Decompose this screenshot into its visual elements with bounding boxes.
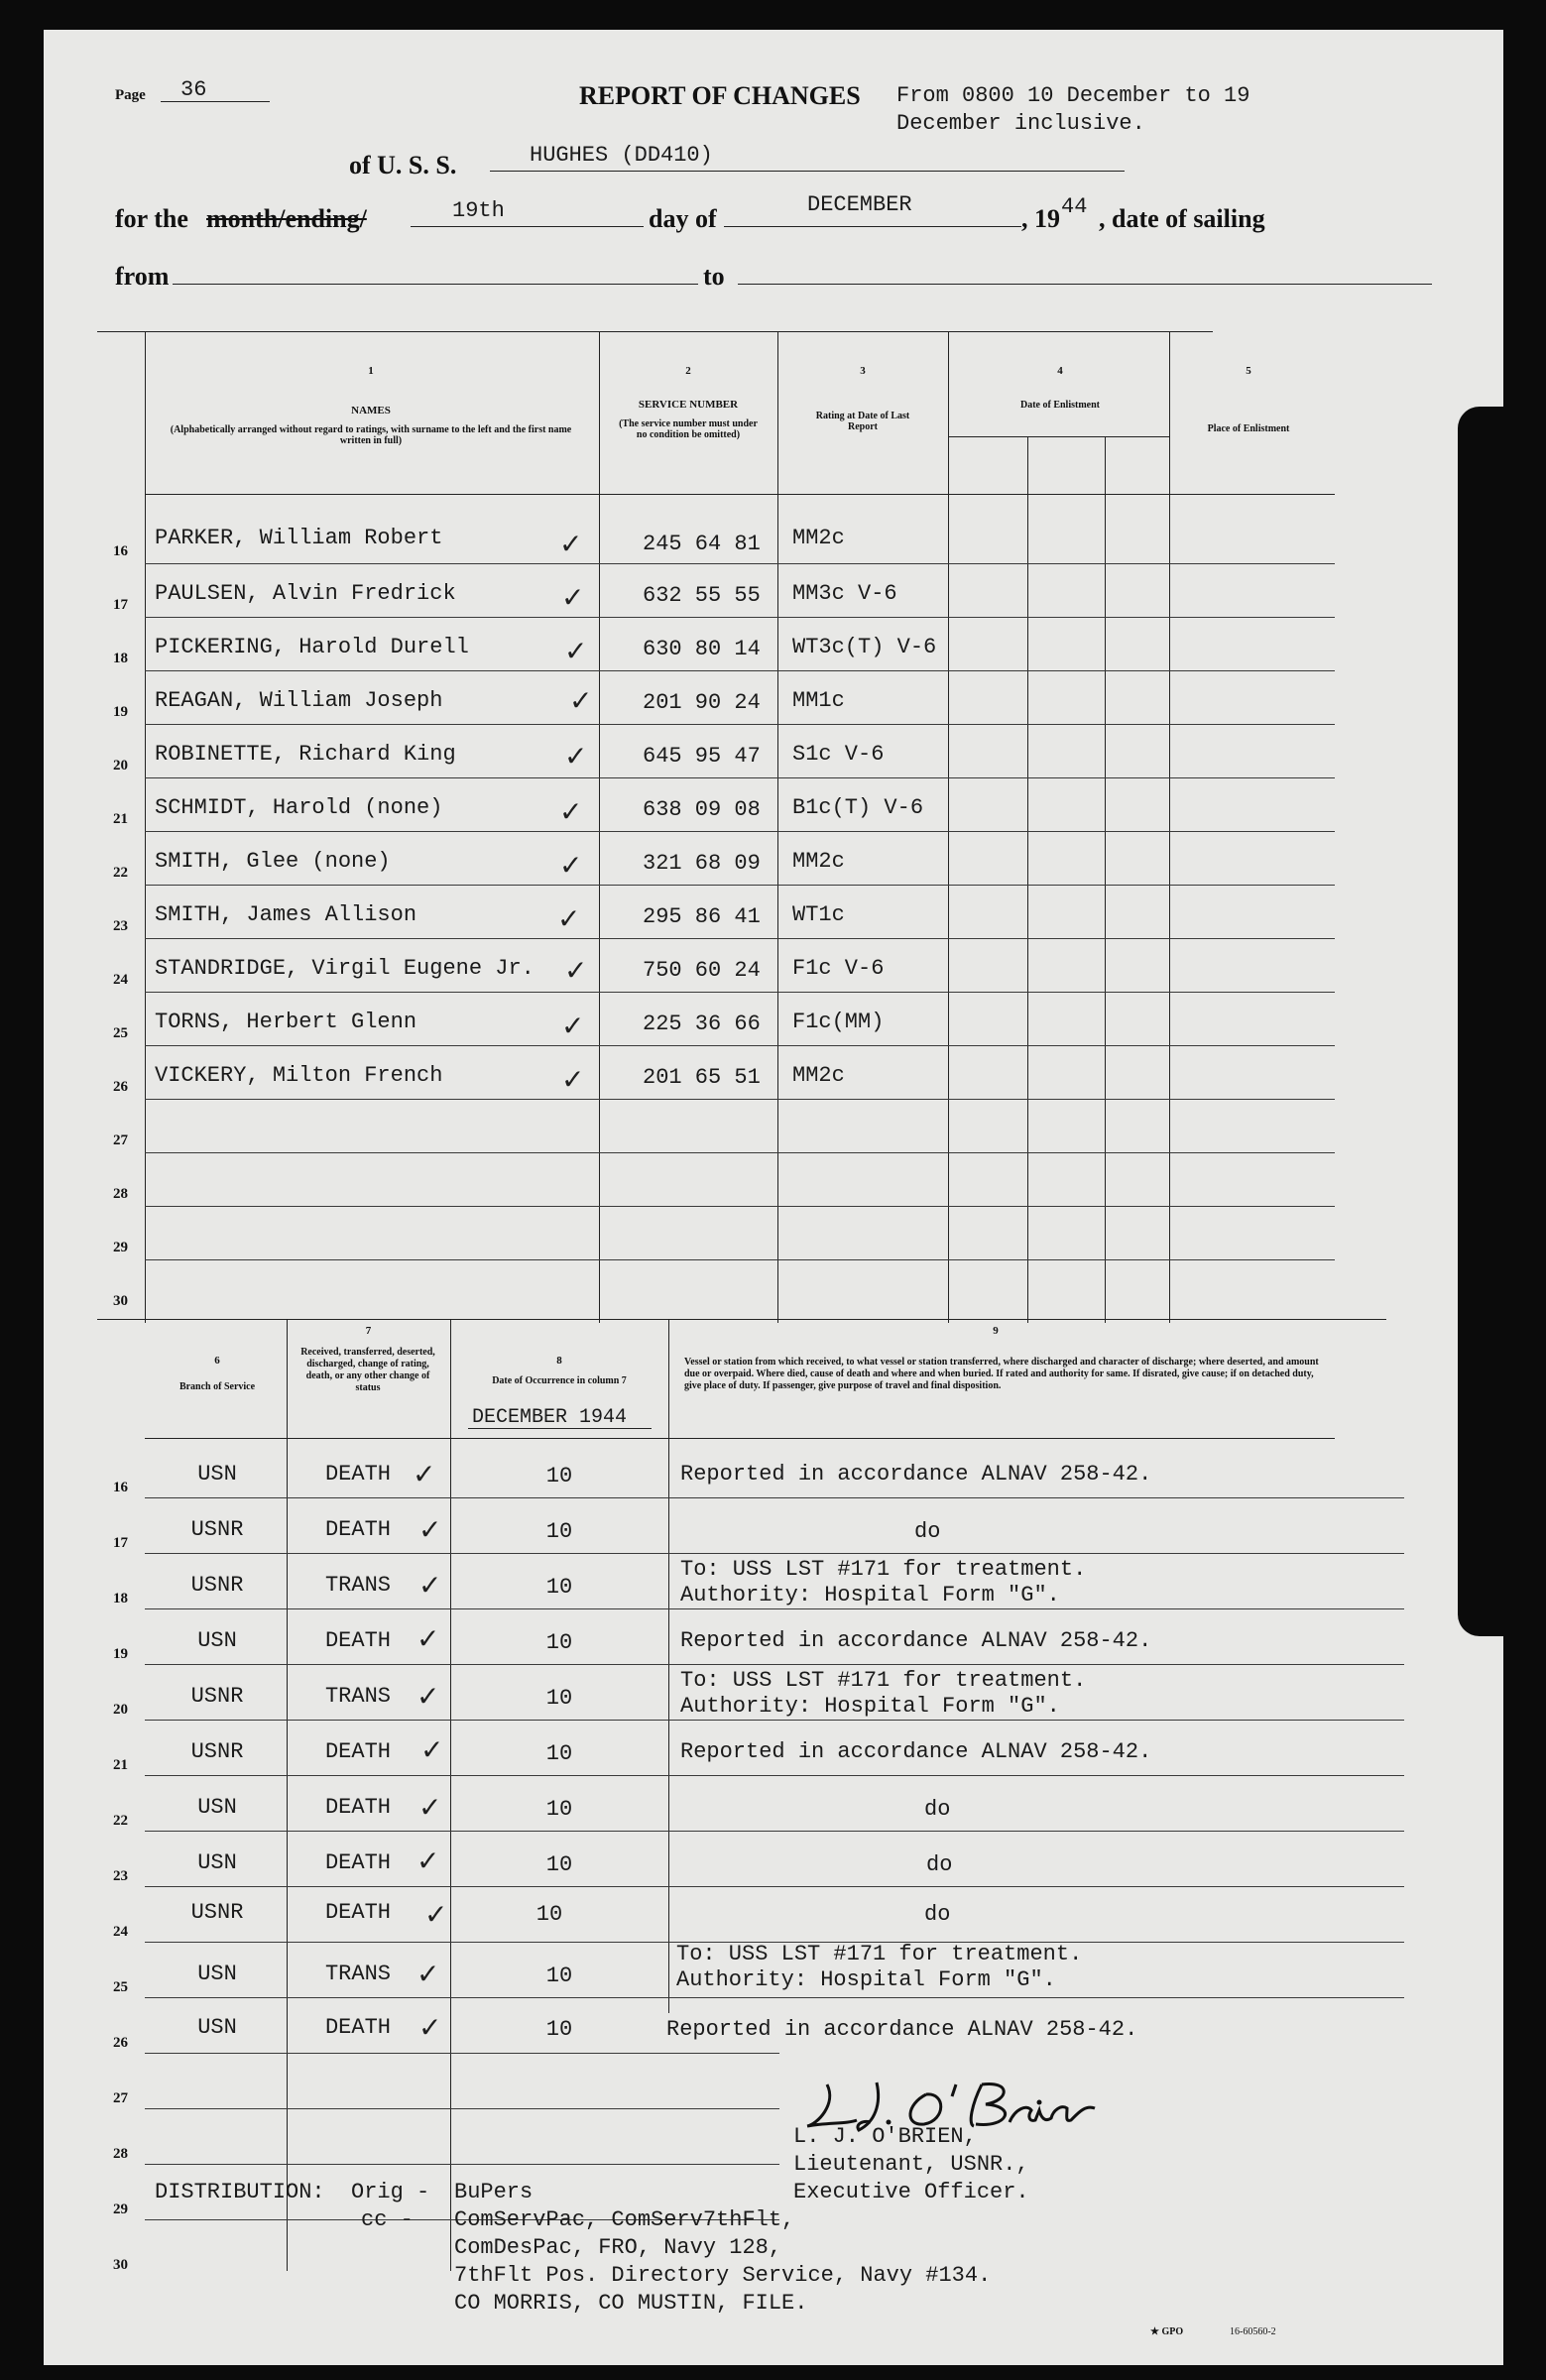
rating-cell: B1c(T) V-6 xyxy=(792,795,924,820)
service-number-cell: 201 65 51 xyxy=(643,1065,761,1090)
check-mark: ✓ xyxy=(413,1458,436,1490)
remark-line-1: Reported in accordance ALNAV 258-42. xyxy=(680,1462,1152,1487)
row-number: 18 xyxy=(113,1591,128,1606)
row-number: 17 xyxy=(113,597,128,613)
row-number: 20 xyxy=(113,758,128,774)
service-number-cell: 645 95 47 xyxy=(643,744,761,769)
remark-line-1: To: USS LST #171 for treatment. xyxy=(676,1942,1083,1966)
col7-number: 7 xyxy=(365,1325,372,1337)
page-label: Page xyxy=(115,87,146,103)
col7-title: Received, transferred, deserted, discharged, change of rating, death, or any other change of status xyxy=(300,1347,435,1393)
check-mark: ✓ xyxy=(418,1791,442,1824)
distribution-cc-line: CO MORRIS, CO MUSTIN, FILE. xyxy=(454,2291,808,2316)
row-number: 19 xyxy=(113,1646,128,1662)
remark-line-2: Authority: Hospital Form "G". xyxy=(676,1967,1056,1992)
branch-cell: USN xyxy=(197,1962,237,1986)
name-cell: STANDRIDGE, Virgil Eugene Jr. xyxy=(155,956,535,981)
date-cell: 10 xyxy=(545,1575,573,1600)
check-mark: ✓ xyxy=(418,2011,442,2044)
service-number-cell: 632 55 55 xyxy=(643,583,761,608)
check-mark: ✓ xyxy=(416,1958,440,1990)
col8-month-value: DECEMBER 1944 xyxy=(472,1406,628,1429)
check-mark: ✓ xyxy=(561,1010,585,1042)
remark-line-2: Authority: Hospital Form "G". xyxy=(680,1583,1060,1607)
row-number: 24 xyxy=(113,972,128,988)
col3-number: 3 xyxy=(860,365,866,377)
form-number: 16-60560-2 xyxy=(1230,2326,1276,2337)
col4-number: 4 xyxy=(1057,365,1063,377)
branch-cell: USNR xyxy=(190,1684,244,1709)
date-cell: 10 xyxy=(545,1686,573,1711)
col3-title: Rating at Date of Last Report xyxy=(815,411,910,432)
day-of-label: day of xyxy=(649,204,717,233)
rating-cell: F1c V-6 xyxy=(792,956,885,981)
distribution-cc-line: ComDesPac, FRO, Navy 128, xyxy=(454,2235,782,2260)
check-mark: ✓ xyxy=(416,1844,440,1877)
check-mark: ✓ xyxy=(418,1569,442,1602)
distribution-cc-label: cc - xyxy=(361,2207,414,2232)
period-line-1: From 0800 10 December to 19 xyxy=(896,83,1250,108)
status-cell: DEATH xyxy=(324,1739,391,1764)
remark-line-1: Reported in accordance ALNAV 258-42. xyxy=(680,1739,1152,1764)
branch-cell: USN xyxy=(197,1628,237,1653)
row-number: 30 xyxy=(113,1293,128,1309)
distribution-cc-line: ComServPac, ComServ7thFlt, xyxy=(454,2207,795,2232)
row-number: 28 xyxy=(113,1186,128,1202)
rating-cell: WT1c xyxy=(792,902,845,927)
period-line-2: December inclusive. xyxy=(896,111,1145,136)
name-cell: VICKERY, Milton French xyxy=(155,1063,443,1088)
col8-number: 8 xyxy=(556,1355,562,1367)
month-value: DECEMBER xyxy=(807,192,912,217)
check-mark: ✓ xyxy=(564,635,588,667)
service-number-cell: 638 09 08 xyxy=(643,797,761,822)
date-cell: 10 xyxy=(545,1519,573,1544)
row-number: 22 xyxy=(113,1813,128,1829)
rating-cell: MM2c xyxy=(792,1063,845,1088)
status-cell: DEATH xyxy=(324,2015,391,2040)
name-cell: SMITH, James Allison xyxy=(155,902,417,927)
remark-line-1: To: USS LST #171 for treatment. xyxy=(680,1668,1087,1693)
row-number: 27 xyxy=(113,2090,128,2106)
check-mark: ✓ xyxy=(424,1898,448,1931)
status-cell: DEATH xyxy=(324,1850,391,1875)
row-number: 19 xyxy=(113,704,128,720)
col8-title: Date of Occurrence in column 7 xyxy=(492,1375,627,1386)
rating-cell: MM2c xyxy=(792,849,845,874)
service-number-cell: 245 64 81 xyxy=(643,532,761,556)
month-ending-label: month/ending/ xyxy=(206,204,367,233)
check-mark: ✓ xyxy=(559,795,583,828)
col1-title: NAMES xyxy=(351,405,391,416)
signer-rank: Lieutenant, USNR., xyxy=(793,2152,1029,2177)
row-number: 29 xyxy=(113,2202,128,2217)
day-value: 19th xyxy=(452,198,505,223)
branch-cell: USNR xyxy=(190,1739,244,1764)
status-cell: DEATH xyxy=(324,1517,391,1542)
col2-number: 2 xyxy=(685,365,691,377)
distribution-orig: BuPers xyxy=(454,2180,534,2204)
row-number: 26 xyxy=(113,2035,128,2051)
for-the-label: for the xyxy=(115,204,188,233)
row-number: 25 xyxy=(113,1979,128,1995)
check-mark: ✓ xyxy=(557,902,581,935)
page-number: 36 xyxy=(180,77,207,102)
check-mark: ✓ xyxy=(416,1680,440,1713)
col9-number: 9 xyxy=(993,1325,999,1337)
status-cell: TRANS xyxy=(324,1962,391,1986)
branch-cell: USNR xyxy=(190,1900,244,1925)
remark-line-1: do xyxy=(924,1902,951,1927)
remark-line-1: Reported in accordance ALNAV 258-42. xyxy=(680,1628,1152,1653)
branch-cell: USN xyxy=(197,1462,237,1487)
rating-cell: MM1c xyxy=(792,688,845,713)
check-mark: ✓ xyxy=(559,528,583,560)
branch-cell: USN xyxy=(197,1795,237,1820)
check-mark: ✓ xyxy=(416,1622,440,1655)
status-cell: DEATH xyxy=(324,1900,391,1925)
col1-number: 1 xyxy=(368,365,374,377)
row-number: 21 xyxy=(113,811,128,827)
branch-cell: USNR xyxy=(190,1573,244,1598)
col5-title: Place of Enlistment xyxy=(1207,423,1290,434)
name-cell: PAULSEN, Alvin Fredrick xyxy=(155,581,456,606)
col1-note: (Alphabetically arranged without regard to ratings, with surname to the left and the first name written in full) xyxy=(170,424,572,446)
col5-number: 5 xyxy=(1246,365,1251,377)
col4-title: Date of Enlistment xyxy=(1020,400,1100,411)
date-cell: 10 xyxy=(545,1797,573,1822)
date-of-sailing-label: , date of sailing xyxy=(1099,204,1265,233)
remark-line-1: do xyxy=(914,1519,941,1544)
row-number: 27 xyxy=(113,1132,128,1148)
check-mark: ✓ xyxy=(418,1513,442,1546)
row-number: 16 xyxy=(113,543,128,559)
name-cell: SMITH, Glee (none) xyxy=(155,849,391,874)
ship-name: HUGHES (DD410) xyxy=(530,143,713,168)
year-suffix: 44 xyxy=(1061,194,1088,219)
distribution-label: DISTRIBUTION: xyxy=(155,2180,325,2204)
name-cell: TORNS, Herbert Glenn xyxy=(155,1010,417,1034)
distribution-orig-label: Orig - xyxy=(351,2180,430,2204)
rating-cell: WT3c(T) V-6 xyxy=(792,635,937,659)
rating-cell: MM3c V-6 xyxy=(792,581,897,606)
status-cell: DEATH xyxy=(324,1795,391,1820)
date-cell: 10 xyxy=(545,1852,573,1877)
row-number: 24 xyxy=(113,1924,128,1940)
row-number: 30 xyxy=(113,2257,128,2273)
remark-line-1: do xyxy=(926,1852,953,1877)
row-number: 26 xyxy=(113,1079,128,1095)
name-cell: PARKER, William Robert xyxy=(155,526,443,550)
row-number: 28 xyxy=(113,2146,128,2162)
date-cell: 10 xyxy=(545,1741,573,1766)
date-cell: 10 xyxy=(545,2017,573,2042)
service-number-cell: 295 86 41 xyxy=(643,904,761,929)
distribution-cc-line: 7thFlt Pos. Directory Service, Navy #134. xyxy=(454,2263,992,2288)
row-number: 23 xyxy=(113,1868,128,1884)
check-mark: ✓ xyxy=(420,1733,444,1766)
status-cell: DEATH xyxy=(324,1462,391,1487)
remark-line-1: do xyxy=(924,1797,951,1822)
service-number-cell: 201 90 24 xyxy=(643,690,761,715)
status-cell: TRANS xyxy=(324,1573,391,1598)
row-number: 21 xyxy=(113,1757,128,1773)
rating-cell: MM2c xyxy=(792,526,845,550)
row-number: 16 xyxy=(113,1480,128,1495)
name-cell: SCHMIDT, Harold (none) xyxy=(155,795,443,820)
year-prefix: , 19 xyxy=(1021,204,1060,233)
signer-name: L. J. O'BRIEN, xyxy=(793,2124,977,2149)
row-number: 20 xyxy=(113,1702,128,1718)
col6-title: Branch of Service xyxy=(178,1381,256,1392)
col2-title: SERVICE NUMBER xyxy=(638,399,739,411)
rating-cell: S1c V-6 xyxy=(792,742,885,767)
row-number: 29 xyxy=(113,1240,128,1255)
rating-cell: F1c(MM) xyxy=(792,1010,885,1034)
date-cell: 10 xyxy=(545,1630,573,1655)
from-label: from xyxy=(115,262,170,291)
gpo-mark: ★ GPO xyxy=(1150,2326,1184,2337)
col9-title: Vessel or station from which received, to what vessel or station transferred, where discharged and character of discharge; where deserted, and amount due or overpaid. Where died, cause of death and where and when buried. If rated and authority for same. If disrated, give cause; if on detached duty, give place of duty. If passenger, give purpose of travel and final disposition. xyxy=(684,1357,1319,1391)
branch-cell: USNR xyxy=(190,1517,244,1542)
row-number: 17 xyxy=(113,1535,128,1551)
row-number: 18 xyxy=(113,651,128,666)
report-title: REPORT OF CHANGES xyxy=(579,81,861,110)
remark-line-1: Reported in accordance ALNAV 258-42. xyxy=(666,2017,1138,2042)
check-mark: ✓ xyxy=(564,954,588,987)
check-mark: ✓ xyxy=(569,684,593,717)
date-cell: 10 xyxy=(535,1902,563,1927)
name-cell: PICKERING, Harold Durell xyxy=(155,635,469,659)
status-cell: DEATH xyxy=(324,1628,391,1653)
row-number: 23 xyxy=(113,918,128,934)
col6-number: 6 xyxy=(214,1355,220,1367)
check-mark: ✓ xyxy=(561,581,585,614)
remark-line-2: Authority: Hospital Form "G". xyxy=(680,1694,1060,1719)
service-number-cell: 750 60 24 xyxy=(643,958,761,983)
branch-cell: USN xyxy=(197,2015,237,2040)
remark-line-1: To: USS LST #171 for treatment. xyxy=(680,1557,1087,1582)
row-number: 25 xyxy=(113,1025,128,1041)
row-number: 22 xyxy=(113,865,128,881)
check-mark: ✓ xyxy=(564,740,588,773)
date-cell: 10 xyxy=(545,1464,573,1488)
report-sheet xyxy=(44,30,1503,2365)
branch-cell: USN xyxy=(197,1850,237,1875)
date-cell: 10 xyxy=(545,1964,573,1988)
signer-title: Executive Officer. xyxy=(793,2180,1029,2204)
name-cell: ROBINETTE, Richard King xyxy=(155,742,456,767)
service-number-cell: 321 68 09 xyxy=(643,851,761,876)
scan-edge-shadow xyxy=(1458,407,1503,1636)
check-mark: ✓ xyxy=(559,849,583,882)
name-cell: REAGAN, William Joseph xyxy=(155,688,443,713)
to-label: to xyxy=(703,262,725,291)
status-cell: TRANS xyxy=(324,1684,391,1709)
col2-note: (The service number must under no condition be omitted) xyxy=(619,418,758,440)
of-uss-label: of U. S. S. xyxy=(349,151,457,179)
check-mark: ✓ xyxy=(561,1063,585,1096)
service-number-cell: 630 80 14 xyxy=(643,637,761,661)
service-number-cell: 225 36 66 xyxy=(643,1012,761,1036)
